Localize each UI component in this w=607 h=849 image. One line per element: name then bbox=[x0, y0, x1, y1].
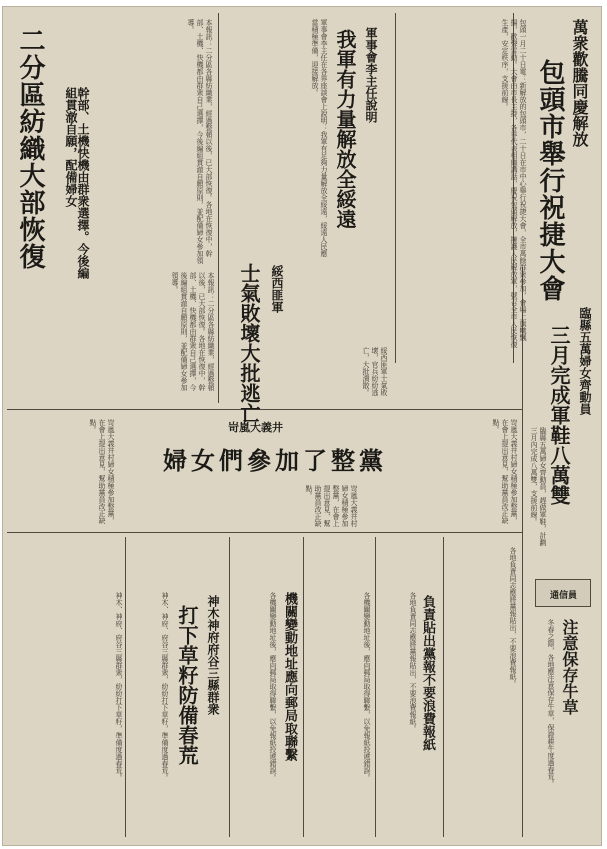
article-body: 神木、神府、府谷三縣群衆，紛紛打下草籽，準備度過春荒。 bbox=[161, 592, 169, 781]
article-headline: 負責貼出黨報不要浪費報紙 bbox=[420, 595, 435, 751]
article-body: 神木、神府、府谷三縣群衆，紛紛打下草籽，準備度過春荒。 bbox=[115, 592, 123, 781]
article-body: 各地負責同志應將黨報貼出，不要浪費報紙。 bbox=[409, 592, 417, 732]
article-headline: 婦女們參加了整黨 bbox=[163, 446, 387, 475]
article-headline: 打下草籽防備春荒 bbox=[175, 605, 199, 765]
column-logo-label: 通信員 bbox=[550, 591, 578, 601]
column-divider bbox=[303, 537, 304, 837]
article-headline: 包頭市舉行祝捷大會 bbox=[535, 59, 565, 302]
article-body: 冬春之際，各地應注意保存牛草，保證耕牛度過春荒。 bbox=[547, 619, 555, 787]
article-subhead: 幹部、土機快機由群衆選擇。今後編組貫澈自願，配備婦女 bbox=[64, 87, 90, 279]
article-body: 岢嵐大義井村婦女積極參加整黨，在會上提出意見，幫助黨員改正缺點。 bbox=[492, 419, 518, 524]
column-divider bbox=[125, 537, 126, 837]
column-divider bbox=[443, 537, 444, 837]
article-body: 各機關變動地址後，應向郵局取得聯繫，以免報紙投遞錯誤。 bbox=[363, 592, 371, 781]
article-body: 本報訊：二分區各縣紡織業，經過整頓以後，已大部恢復。各地在恢復中，幹部、土機、快機都由群衆自己選擇，今後編組貫澈自願原則，並配備婦女參加領導。 bbox=[171, 272, 215, 391]
article-subhead: 萬衆歡騰同慶解放 bbox=[570, 19, 589, 147]
article-headline: 三月完成軍鞋八萬雙 bbox=[547, 325, 571, 505]
newspaper-page bbox=[2, 6, 602, 846]
article-body: 各地負責同志應將黨報貼出，不要浪費報紙。 bbox=[509, 547, 517, 687]
article-body: 各機關變動地址後，應向郵局取得聯繫，以免報紙投遞錯誤。 bbox=[269, 592, 277, 781]
article-body: 臨縣五萬婦女齊動員，趕做軍鞋，計劃三月內完成八萬雙，支援前線。 bbox=[530, 427, 547, 546]
article-subhead: 神木神府府谷三縣群衆 bbox=[206, 595, 220, 715]
article-body: 岢嵐大義井村婦女積極參加整黨，在會上提出意見，幫助黨員改正缺點。 bbox=[89, 419, 115, 524]
article-body: 本報訊：二分區各縣紡織業，經過整頓以後，已大部恢復。各地在恢復中，幹部、土機、快機都由群衆自己選擇，今後編組貫澈自願原則，並配備婦女參加領導。 bbox=[187, 19, 213, 264]
article-body: 綏西匪軍士氣敗壞，官兵紛紛逃亡，大批潰散。 bbox=[362, 347, 388, 396]
column-divider bbox=[218, 13, 219, 403]
article-headline: 機關變動地址應向郵局取聯繫 bbox=[282, 592, 297, 761]
column-divider bbox=[229, 537, 230, 837]
section-divider bbox=[7, 532, 522, 533]
article-body: 岢嵐大義井村婦女積極參加整黨，在會上提出意見，幫助黨員改正缺點。 bbox=[305, 485, 358, 527]
column-divider bbox=[375, 537, 376, 837]
article-headline: 我軍有力量解放全綏遠 bbox=[333, 29, 357, 229]
article-body: 軍事會李主任在各界座談會上說明：我軍有足夠力量解放全綏遠，綏遠人民應當積極準備，迎接解放。 bbox=[311, 19, 328, 257]
article-subhead: 岢嵐大義井 bbox=[228, 421, 283, 434]
column-divider bbox=[395, 13, 396, 363]
article-headline: 注意保存牛草 bbox=[560, 619, 579, 715]
article-body: 包頭一月二十日電：新解放的包頭市，二十日在市中心舉行祝捷大會，全市萬餘群衆參加，會場上旗幟飄揚，歡聲雷動。大會由市長主持，各界代表相繼講話，慶祝包頭解放，擁護人民解放軍，號召全市人民恢復生產，安定秩序，支援前線。 bbox=[501, 19, 527, 348]
article-headline: 士氣敗壞大批逃亡 bbox=[237, 263, 261, 423]
article-subhead: 臨縣五萬婦女齊動員 bbox=[578, 307, 592, 415]
column-logo-box bbox=[535, 579, 591, 607]
article-subhead: 軍事會李主任說明 bbox=[364, 27, 378, 123]
article-subhead: 綏西匪軍 bbox=[270, 265, 284, 313]
section-divider bbox=[7, 409, 522, 410]
article-headline: 二分區紡織大部恢復 bbox=[15, 27, 45, 270]
